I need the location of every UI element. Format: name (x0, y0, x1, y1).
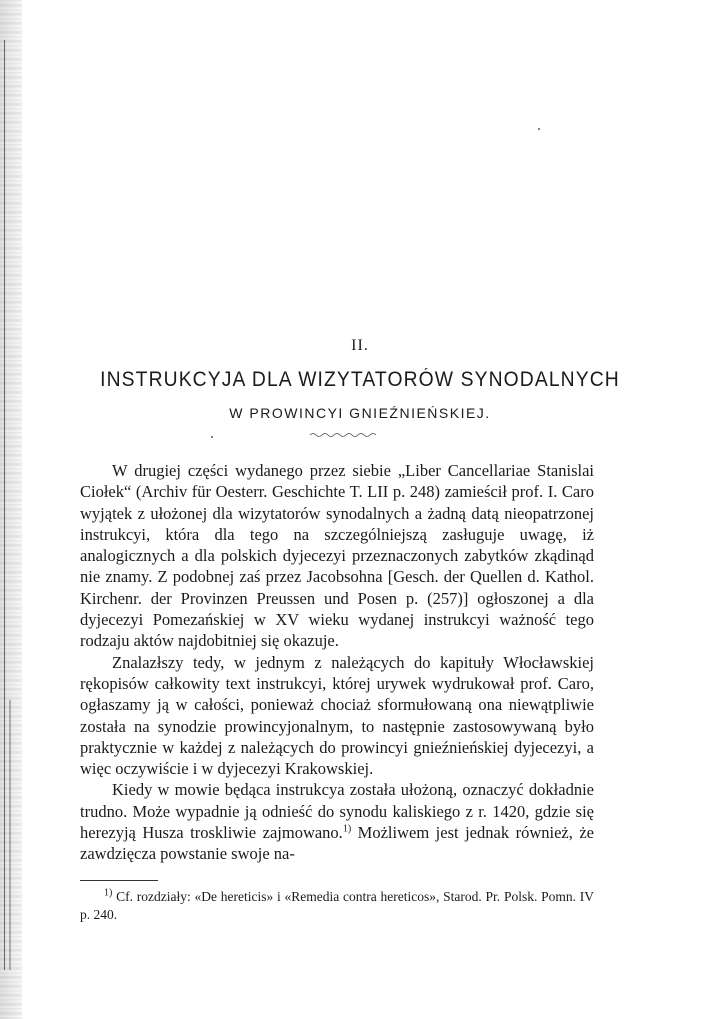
footnote-marker: 1) (104, 887, 113, 899)
paragraph-1: W drugiej części wydanego przez siebie „Liber Cancellariae Stanislai Ciołek“ (Archiv für Oesterr. Geschichte T. LII p. 248) zamieścił prof. I. Caro wyjątek z ułożonej dla wizytatorów synodalnych a żadną datą nieopatrzonej instrukcyi, która dla tego na szczególniejszą zasługuje uwagę, iż analogicznych a dla polskich dyjecezyi przeznaczonych zabytków zkądinąd nie znamy. Z podobnej zaś przez Jacobsohna [Gesch. der Quellen d. Kathol. Kirchenr. der Provinzen Preussen und Posen p. (257)] ogłoszonej a dla dyjecezyi Pomezańskiej w XV wieku wydanej instrukcyi ważność tego rodzaju aktów najdobitniej się okazuje. (80, 461, 594, 651)
footnote-text: Cf. rozdziały: «De hereticis» i «Remedia contra hereticos», Starod. Pr. Polsk. Pomn. IV p. 240. (80, 889, 594, 922)
paragraph-3 (80, 779, 594, 864)
chapter-number: II. (351, 337, 369, 354)
paper-speck (211, 436, 213, 438)
paragraph-3-continuation: Możliwem jest jednak również, że zawdzięcza powstanie swoje na- (80, 823, 594, 864)
footnote-reference[interactable]: 1) (342, 823, 352, 835)
decorative-divider (310, 432, 380, 438)
page-binding-edge (0, 0, 22, 1019)
page-title: INSTRUKCYJA DLA WIZYTATORÓW SYNODALNYCH (100, 368, 620, 391)
footnote-divider (80, 880, 158, 881)
binding-shadow-line (4, 40, 5, 970)
footnote (80, 888, 594, 924)
paragraph-2: Znalazłszy tedy, w jednym z należących do kapituły Włocławskiej rękopisów całkowity text instrukcyi, której urywek wydrukował prof. Caro, ogłaszamy ją w całości, ponieważ chociaż sformułowaną ona niewątpliwie została na synodzie prowincyjonalnym, to następnie zastosowywaną było praktycznie w każdej z należących do prowincyi gnieźnieńskiej dyjecezyi, a więc oczywiście i w dyjecezyi Krakowskiej. (80, 652, 594, 779)
binding-shadow-band (9, 700, 11, 970)
body-text (80, 460, 594, 865)
paragraph-3-text: Kiedy w mowie będąca instrukcya została ułożoną, oznaczyć dokładnie trudno. Może wypadnie ją odnieść do synodu kaliskiego z r. 1420, gdzie się herezyją Husza troskliwie zajmowano. (80, 780, 594, 843)
page-subtitle: W PROWINCYI GNIEŹNIEŃSKIEJ. (229, 405, 491, 421)
paper-speck (538, 128, 540, 130)
